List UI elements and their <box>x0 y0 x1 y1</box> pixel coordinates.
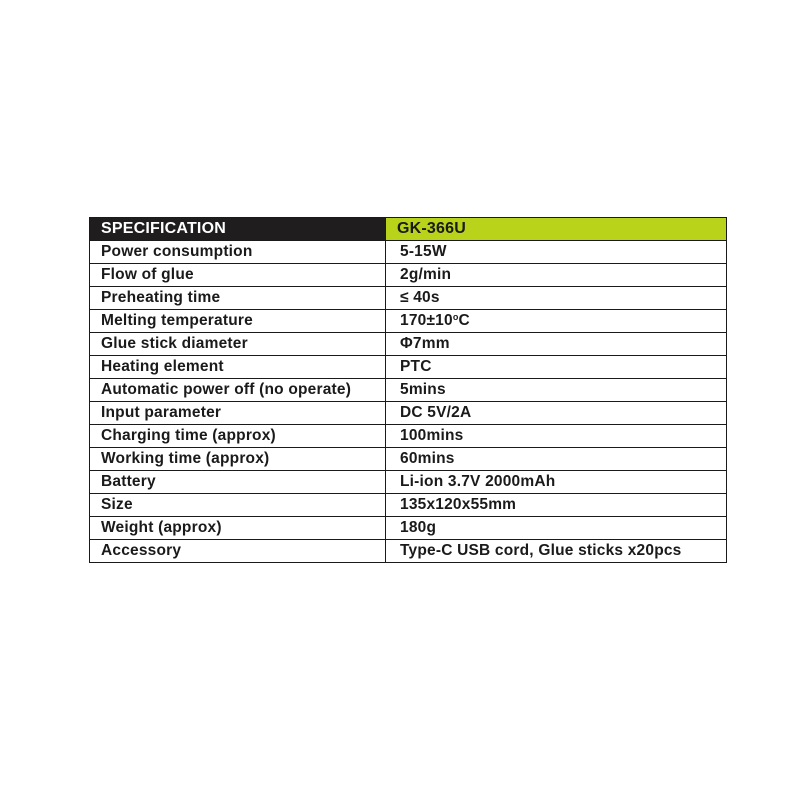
table-row <box>90 379 727 402</box>
spec-value: 60mins <box>386 448 727 471</box>
table-row <box>90 287 727 310</box>
table-header-row <box>90 218 727 241</box>
spec-label: Melting temperature <box>90 310 386 333</box>
temp-unit: C <box>458 312 470 329</box>
spec-value: Li-ion 3.7V 2000mAh <box>386 471 727 494</box>
spec-value: 5mins <box>386 379 727 402</box>
spec-label: Power consumption <box>90 241 386 264</box>
spec-value: Type-C USB cord, Glue sticks x20pcs <box>386 540 727 563</box>
table-row <box>90 517 727 540</box>
table-row <box>90 241 727 264</box>
table-row <box>90 356 727 379</box>
spec-label: Flow of glue <box>90 264 386 287</box>
table-row <box>90 425 727 448</box>
spec-value: Φ7mm <box>386 333 727 356</box>
spec-value: ≤ 40s <box>386 287 727 310</box>
spec-label: Input parameter <box>90 402 386 425</box>
spec-value: 100mins <box>386 425 727 448</box>
spec-value <box>386 310 727 333</box>
spec-label: Preheating time <box>90 287 386 310</box>
table-row <box>90 310 727 333</box>
spec-label: Battery <box>90 471 386 494</box>
spec-value: DC 5V/2A <box>386 402 727 425</box>
table-row <box>90 448 727 471</box>
spec-value: PTC <box>386 356 727 379</box>
spec-label: Automatic power off (no operate) <box>90 379 386 402</box>
spec-label: Weight (approx) <box>90 517 386 540</box>
spec-value: 180g <box>386 517 727 540</box>
spec-value: 135x120x55mm <box>386 494 727 517</box>
table-row <box>90 333 727 356</box>
table-row <box>90 471 727 494</box>
spec-label: Glue stick diameter <box>90 333 386 356</box>
spec-value: 2g/min <box>386 264 727 287</box>
table-row <box>90 494 727 517</box>
temp-main: 170±10 <box>400 312 453 329</box>
header-specification: SPECIFICATION <box>90 218 386 241</box>
spec-label: Size <box>90 494 386 517</box>
spec-label: Working time (approx) <box>90 448 386 471</box>
table-row <box>90 264 727 287</box>
table-row <box>90 540 727 563</box>
degree-mark: o <box>452 312 459 322</box>
spec-value: 5-15W <box>386 241 727 264</box>
header-model: GK-366U <box>386 218 727 241</box>
spec-label: Charging time (approx) <box>90 425 386 448</box>
spec-label: Accessory <box>90 540 386 563</box>
table-row <box>90 402 727 425</box>
spec-label: Heating element <box>90 356 386 379</box>
specification-table <box>89 217 727 563</box>
